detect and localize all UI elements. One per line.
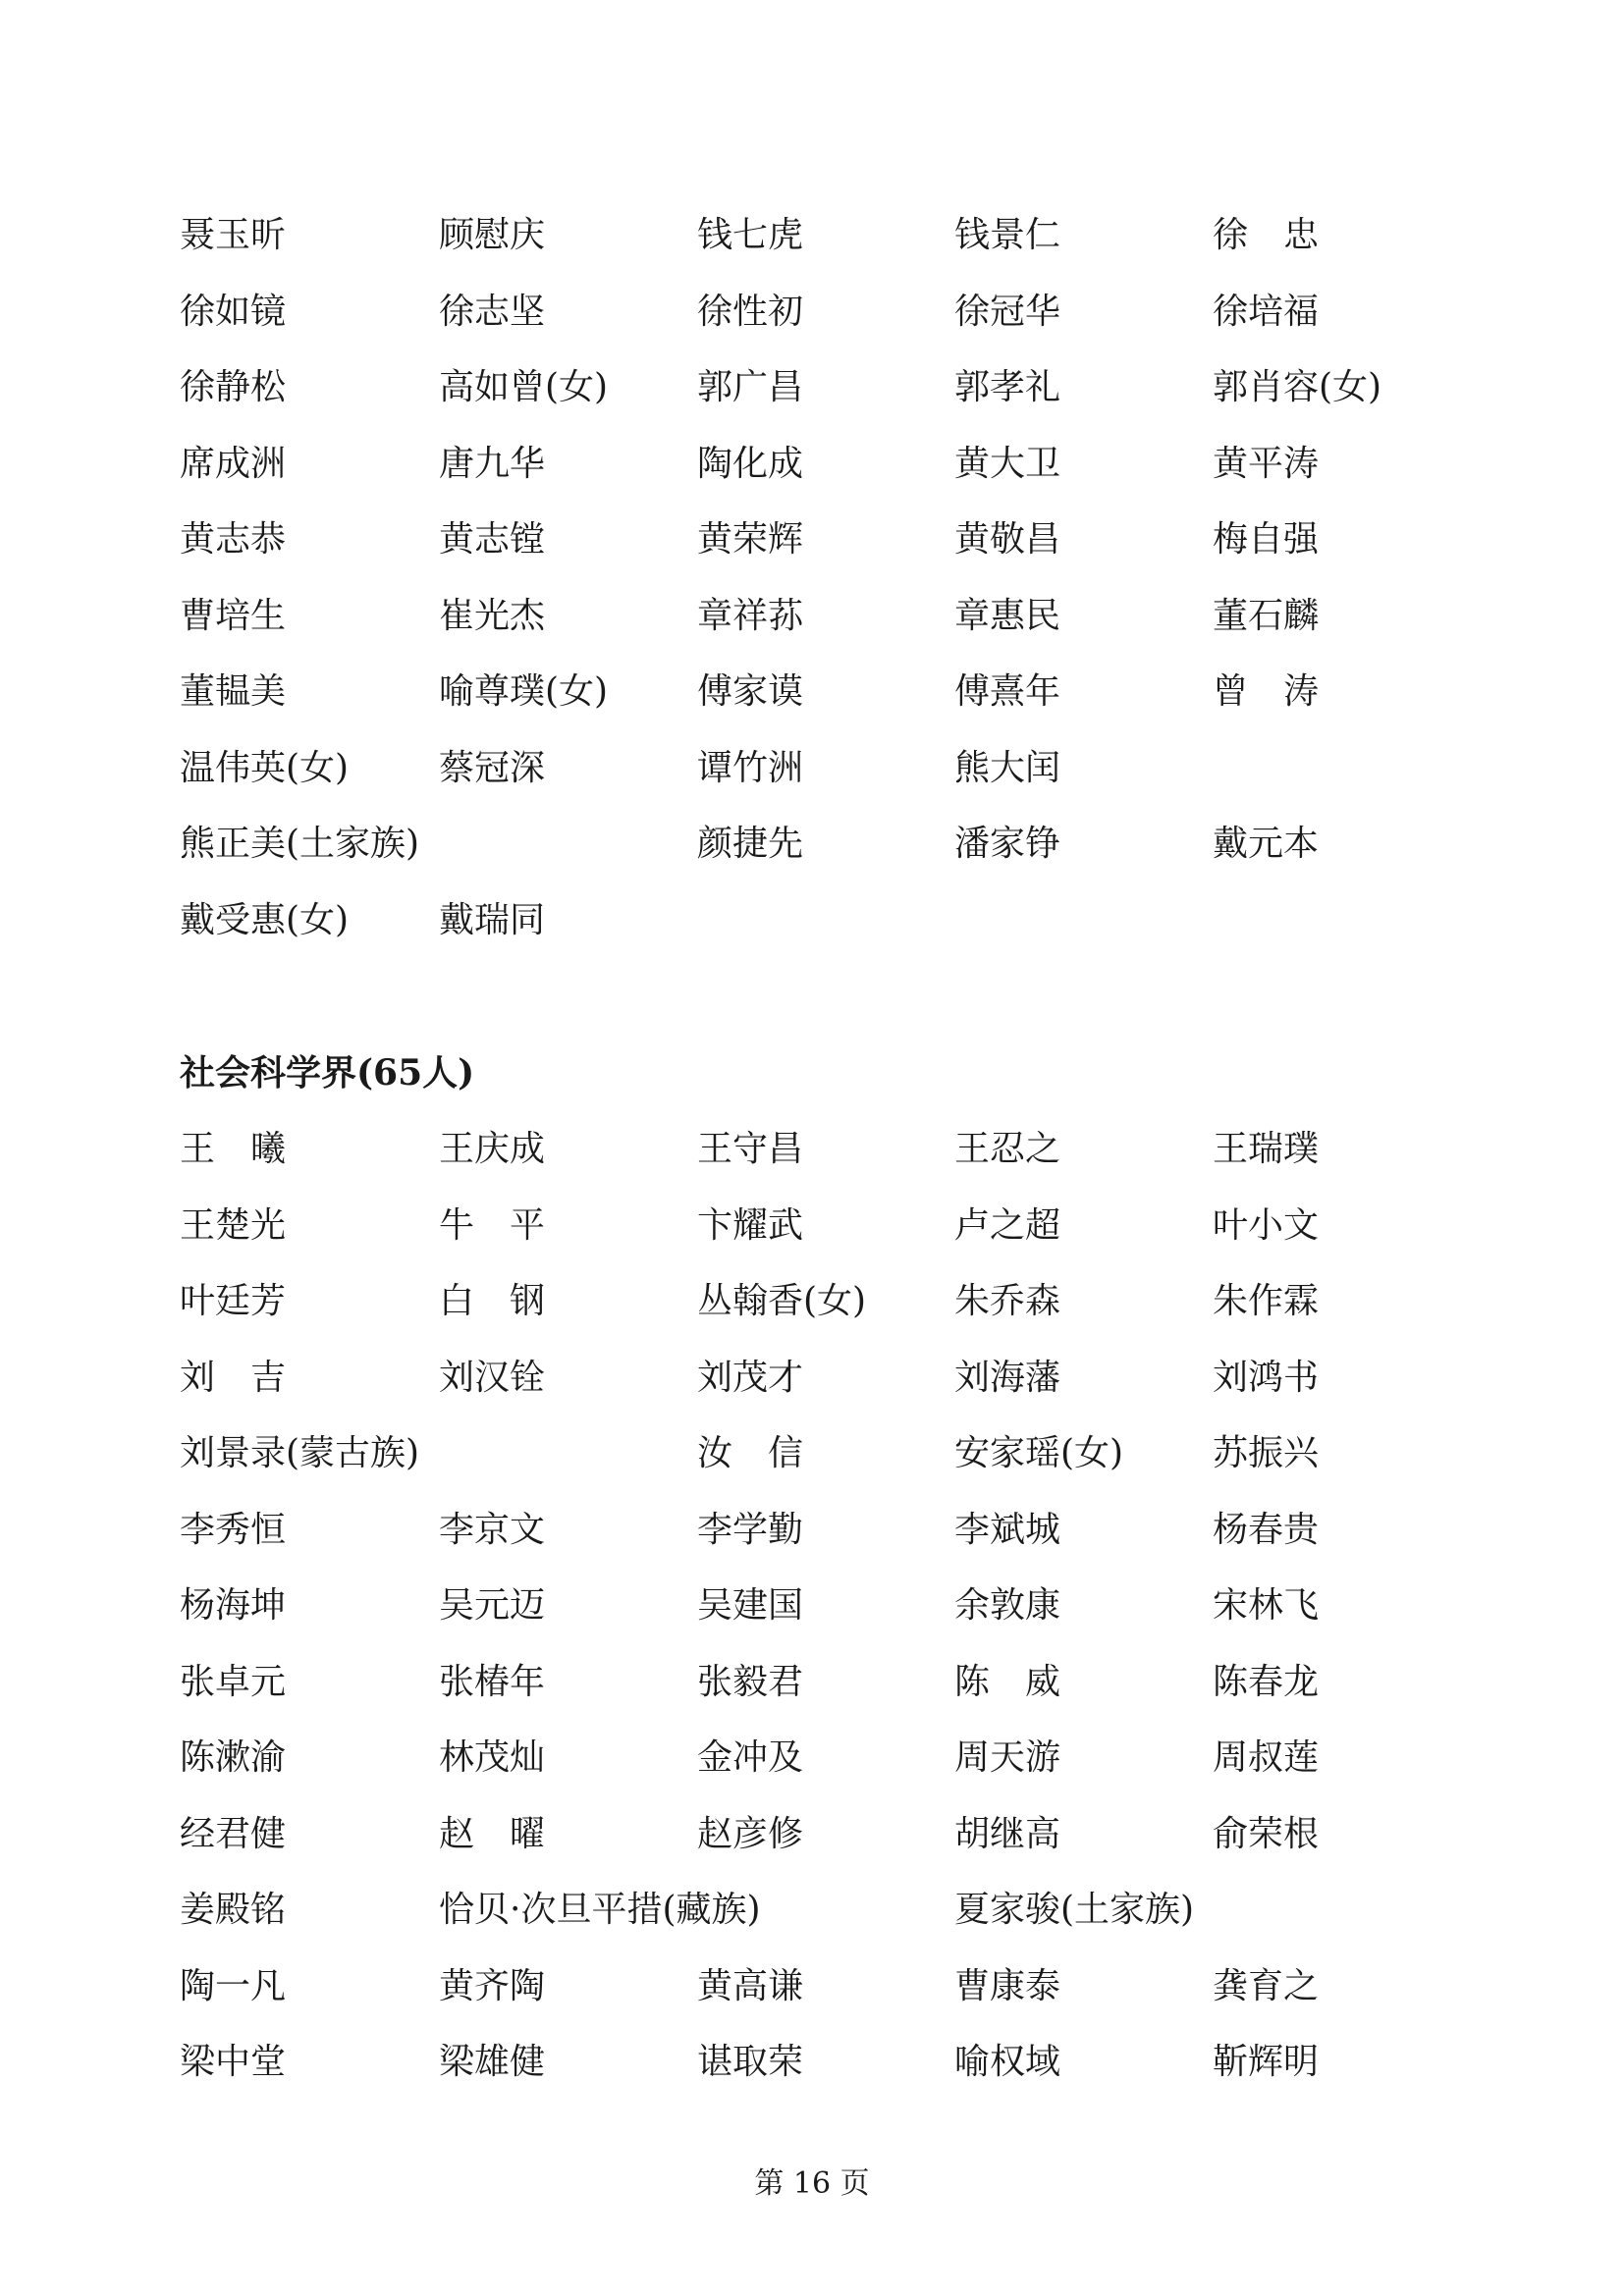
member-name: 傅家谟 — [697, 671, 804, 712]
member-name: 金冲及 — [697, 1737, 804, 1778]
member-name: 朱作霖 — [1213, 1281, 1320, 1321]
member-name: 董韫美 — [180, 671, 287, 712]
member-name: 李秀恒 — [180, 1509, 287, 1550]
member-name: 熊大闰 — [954, 747, 1061, 788]
member-name: 夏家骏(土家族) — [954, 1890, 1195, 1930]
member-name: 章惠民 — [954, 595, 1061, 636]
member-name: 徐冠华 — [954, 291, 1061, 332]
name-row — [0, 358, 1624, 417]
section-heading: 社会科学界(65人) — [180, 1052, 475, 1094]
member-name: 颜捷先 — [697, 824, 804, 864]
member-name: 陈漱渝 — [180, 1737, 287, 1778]
name-row — [0, 1729, 1624, 1788]
name-row — [0, 435, 1624, 494]
member-name: 郭孝礼 — [954, 367, 1061, 407]
member-name: 熊正美(土家族) — [180, 824, 420, 864]
member-name: 王忍之 — [954, 1129, 1061, 1169]
member-name: 苏振兴 — [1213, 1433, 1320, 1473]
page-number: 第 16 页 — [754, 2166, 870, 2201]
name-row — [0, 206, 1624, 265]
name-row — [0, 1424, 1624, 1483]
member-name: 叶小文 — [1213, 1204, 1320, 1246]
member-name: 陶一凡 — [180, 1965, 287, 2006]
member-name: 王庆成 — [439, 1129, 546, 1169]
member-name: 高如曾(女) — [439, 367, 609, 407]
member-name: 曹培生 — [180, 595, 287, 636]
member-name: 王 曦 — [180, 1129, 287, 1169]
member-name: 吴建国 — [697, 1585, 804, 1626]
member-name: 戴元本 — [1213, 824, 1320, 864]
member-name: 卞耀武 — [697, 1204, 804, 1246]
name-row — [0, 1576, 1624, 1635]
member-name: 徐 忠 — [1213, 215, 1320, 255]
member-name: 李学勤 — [697, 1509, 804, 1550]
member-name: 杨春贵 — [1213, 1509, 1320, 1550]
member-name: 黄大卫 — [954, 443, 1061, 484]
member-name: 黄志恭 — [180, 519, 287, 560]
member-name: 张椿年 — [439, 1661, 546, 1702]
member-name: 余敦康 — [954, 1585, 1061, 1626]
member-name: 曾 涛 — [1213, 671, 1320, 712]
name-row — [0, 815, 1624, 874]
member-name: 李京文 — [439, 1509, 546, 1550]
member-name: 梁中堂 — [180, 2042, 287, 2082]
member-name: 胡继高 — [954, 1813, 1061, 1854]
member-name: 黄齐陶 — [439, 1965, 546, 2006]
member-name: 梁雄健 — [439, 2042, 546, 2082]
member-name: 龚育之 — [1213, 1965, 1320, 2006]
member-name: 刘汉铨 — [439, 1357, 546, 1398]
name-row — [0, 1805, 1624, 1864]
member-name: 安家瑶(女) — [954, 1433, 1124, 1473]
member-name: 徐如镜 — [180, 291, 287, 332]
member-name: 刘茂才 — [697, 1357, 804, 1398]
member-name: 靳辉明 — [1213, 2042, 1320, 2082]
member-name: 朱乔森 — [954, 1281, 1061, 1321]
member-name: 潘家铮 — [954, 824, 1061, 864]
name-row — [0, 587, 1624, 646]
name-row — [0, 1120, 1624, 1179]
member-name: 徐志坚 — [439, 291, 546, 332]
member-name: 张卓元 — [180, 1661, 287, 1702]
member-name: 姜殿铭 — [180, 1890, 287, 1930]
member-name: 刘 吉 — [180, 1357, 287, 1398]
member-name: 王守昌 — [697, 1129, 804, 1169]
member-name: 丛翰香(女) — [697, 1281, 867, 1321]
member-name: 白 钢 — [439, 1281, 546, 1321]
name-row — [0, 510, 1624, 569]
name-row — [0, 1957, 1624, 2016]
member-name: 蔡冠深 — [439, 747, 546, 788]
member-name: 黄高谦 — [697, 1965, 804, 2006]
member-name: 崔光杰 — [439, 595, 546, 636]
name-row — [0, 1272, 1624, 1331]
member-name: 黄敬昌 — [954, 519, 1061, 560]
member-name: 周天游 — [954, 1737, 1061, 1778]
member-name: 赵彦修 — [697, 1813, 804, 1854]
member-name: 赵 曜 — [439, 1813, 546, 1854]
member-name: 聂玉昕 — [180, 215, 287, 255]
member-name: 钱景仁 — [954, 215, 1061, 255]
member-name: 曹康泰 — [954, 1965, 1061, 2006]
name-row — [0, 739, 1624, 798]
member-name: 杨海坤 — [180, 1585, 287, 1626]
member-name: 董石麟 — [1213, 595, 1320, 636]
member-name: 周叔莲 — [1213, 1737, 1320, 1778]
member-name: 温伟英(女) — [180, 747, 350, 788]
member-name: 李斌城 — [954, 1509, 1061, 1550]
member-name: 徐静松 — [180, 367, 287, 407]
member-name: 章祥荪 — [697, 595, 804, 636]
name-row — [0, 2033, 1624, 2092]
member-name: 刘海藩 — [954, 1357, 1061, 1398]
member-name: 戴受惠(女) — [180, 899, 350, 940]
member-name: 徐培福 — [1213, 291, 1320, 332]
member-name: 黄荣辉 — [697, 519, 804, 560]
member-name: 唐九华 — [439, 443, 546, 484]
member-name: 汝 信 — [697, 1433, 804, 1473]
member-name: 吴元迈 — [439, 1585, 546, 1626]
member-name: 陈春龙 — [1213, 1661, 1320, 1702]
member-name: 郭肖容(女) — [1213, 367, 1382, 407]
member-name: 王瑞璞 — [1213, 1129, 1320, 1169]
member-name: 梅自强 — [1213, 519, 1320, 560]
member-name: 刘景录(蒙古族) — [180, 1433, 420, 1473]
name-row — [0, 1197, 1624, 1255]
member-name: 经君健 — [180, 1813, 287, 1854]
member-name: 顾慰庆 — [439, 215, 546, 255]
member-name: 卢之超 — [954, 1204, 1061, 1246]
name-row — [0, 1881, 1624, 1940]
member-name: 谌取荣 — [697, 2042, 804, 2082]
member-name: 宋林飞 — [1213, 1585, 1320, 1626]
member-name: 王楚光 — [180, 1204, 287, 1246]
name-row — [0, 663, 1624, 721]
member-name: 陶化成 — [697, 443, 804, 484]
name-row — [0, 1653, 1624, 1712]
name-row — [0, 283, 1624, 342]
member-name: 郭广昌 — [697, 367, 804, 407]
member-name: 张毅君 — [697, 1661, 804, 1702]
member-name: 刘鸿书 — [1213, 1357, 1320, 1398]
member-name: 戴瑞同 — [439, 899, 546, 940]
name-row — [0, 891, 1624, 950]
member-name: 傅熹年 — [954, 671, 1061, 712]
member-name: 恰贝·次旦平措(藏族) — [439, 1890, 761, 1930]
member-name: 黄平涛 — [1213, 443, 1320, 484]
name-row — [0, 1501, 1624, 1560]
member-name: 林茂灿 — [439, 1737, 546, 1778]
member-name: 牛 平 — [439, 1204, 546, 1246]
member-name: 钱七虎 — [697, 215, 804, 255]
member-name: 喻权域 — [954, 2042, 1061, 2082]
member-name: 黄志镗 — [439, 519, 546, 560]
member-name: 叶廷芳 — [180, 1281, 287, 1321]
member-name: 谭竹洲 — [697, 747, 804, 788]
member-name: 徐性初 — [697, 291, 804, 332]
member-name: 陈 威 — [954, 1661, 1061, 1702]
member-name: 俞荣根 — [1213, 1813, 1320, 1854]
member-name: 喻尊璞(女) — [439, 671, 609, 712]
name-row — [0, 1349, 1624, 1408]
member-name: 席成洲 — [180, 443, 287, 484]
